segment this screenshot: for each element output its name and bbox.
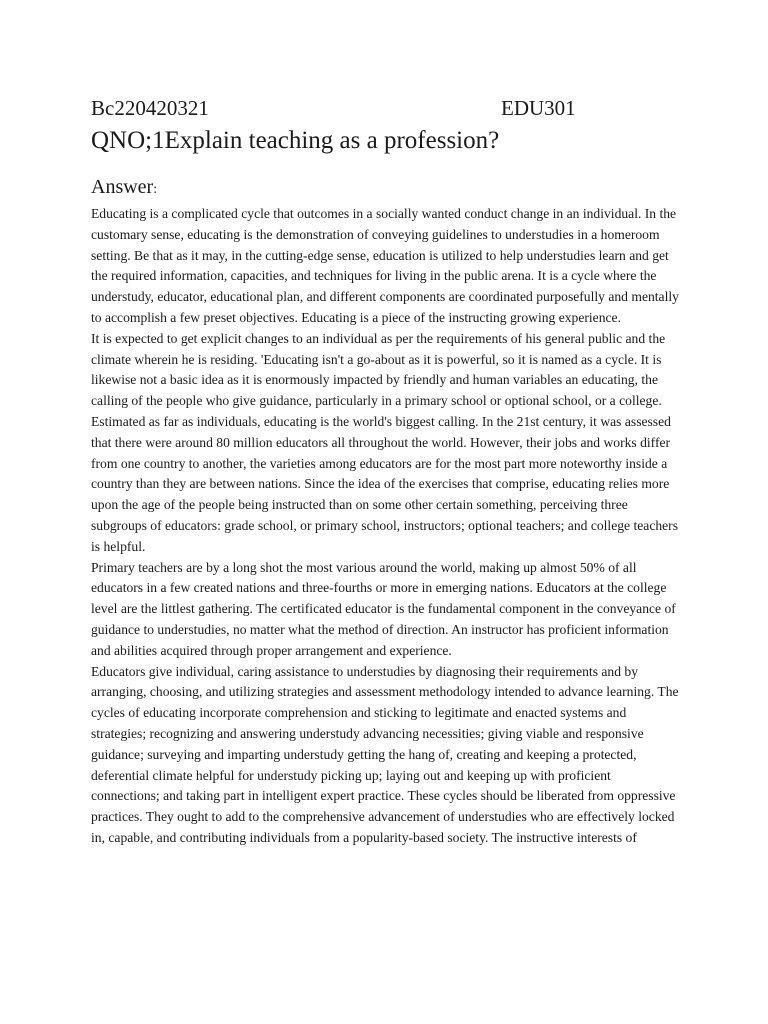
document-header bbox=[91, 96, 611, 124]
paragraph: It is expected to get explicit changes to an individual as per the requirements of his general public and the climate wherein he is residing. 'Educating isn't a go-about as it is powerful, so it is named as a cycle. It is likewise not a basic idea as it is enormously impacted by friendly and human variables an educating, the calling of the people who give guidance, particularly in a primary school or optional school, or a college. bbox=[91, 330, 666, 409]
paragraph: Educating is a complicated cycle that outcomes in a socially wanted conduct change in an individual. In the customary sense, educating is the demonstration of conveying guidelines to understudies in a homeroom setting. Be that as it may, in the cutting-edge sense, education is utilized to help understudies learn and get the required information, capacities, and techniques for living in the public arena. It is a cycle where the understudy, educator, educational plan, and different components are coordinated purposefully and mentally to accomplish a few preset objectives. Educating is a piece of the instructing growing experience. bbox=[91, 206, 679, 325]
student-id: Bc220420321 bbox=[91, 96, 209, 120]
paragraph: Educators give individual, caring assistance to understudies by diagnosing their requirements and by arranging, choosing, and utilizing strategies and assessment methodology intended to advance learning. The cycles of educating incorporate comprehension and sticking to legitimate and enacted systems and strategies; recognizing and answering understudy advancing necessities; giving viable and responsive guidance; surveying and imparting understudy getting the hang of, creating and keeping a protected, deferential climate helpful for understudy picking up; laying out and keeping up with proficient connections; and taking part in intelligent expert practice. These cycles should be liberated from oppressive practices. They ought to add to the comprehensive advancement of understudies who are effectively locked in, capable, and contributing individuals from a popularity-based society. The instructive interests of bbox=[91, 663, 679, 845]
course-code: EDU301 bbox=[501, 96, 576, 120]
answer-colon: : bbox=[153, 182, 158, 197]
paragraph: Primary teachers are by a long shot the most various around the world, making up almost 50% of all educators in a few created nations and three-fourths or more in emerging nations. Educators at the college level are the littlest gathering. The certificated educator is the fundamental component in the conveyance of guidance to understudies, no matter what the method of direction. An instructor has proficient information and abilities acquired through proper arrangement and experience. bbox=[91, 559, 676, 658]
answer-body bbox=[91, 204, 681, 849]
question-title: QNO;1Explain teaching as a profession? bbox=[91, 127, 500, 154]
answer-label: Answer bbox=[91, 176, 154, 198]
paragraph: Estimated as far as individuals, educating is the world's biggest calling. In the 21st century, it was assessed that there were around 80 million educators all throughout the world. However, their jobs and works differ from one country to another, the varieties among educators are for the most part more noteworthy inside a country than they are between nations. Since the idea of the exercises that comprise, educating relies more upon the age of the people being instructed than on some other certain something, perceiving three subgroups of educators: grade school, or primary school, instructors; optional teachers; and college teachers is helpful. bbox=[91, 413, 678, 554]
answer-heading bbox=[91, 176, 157, 199]
